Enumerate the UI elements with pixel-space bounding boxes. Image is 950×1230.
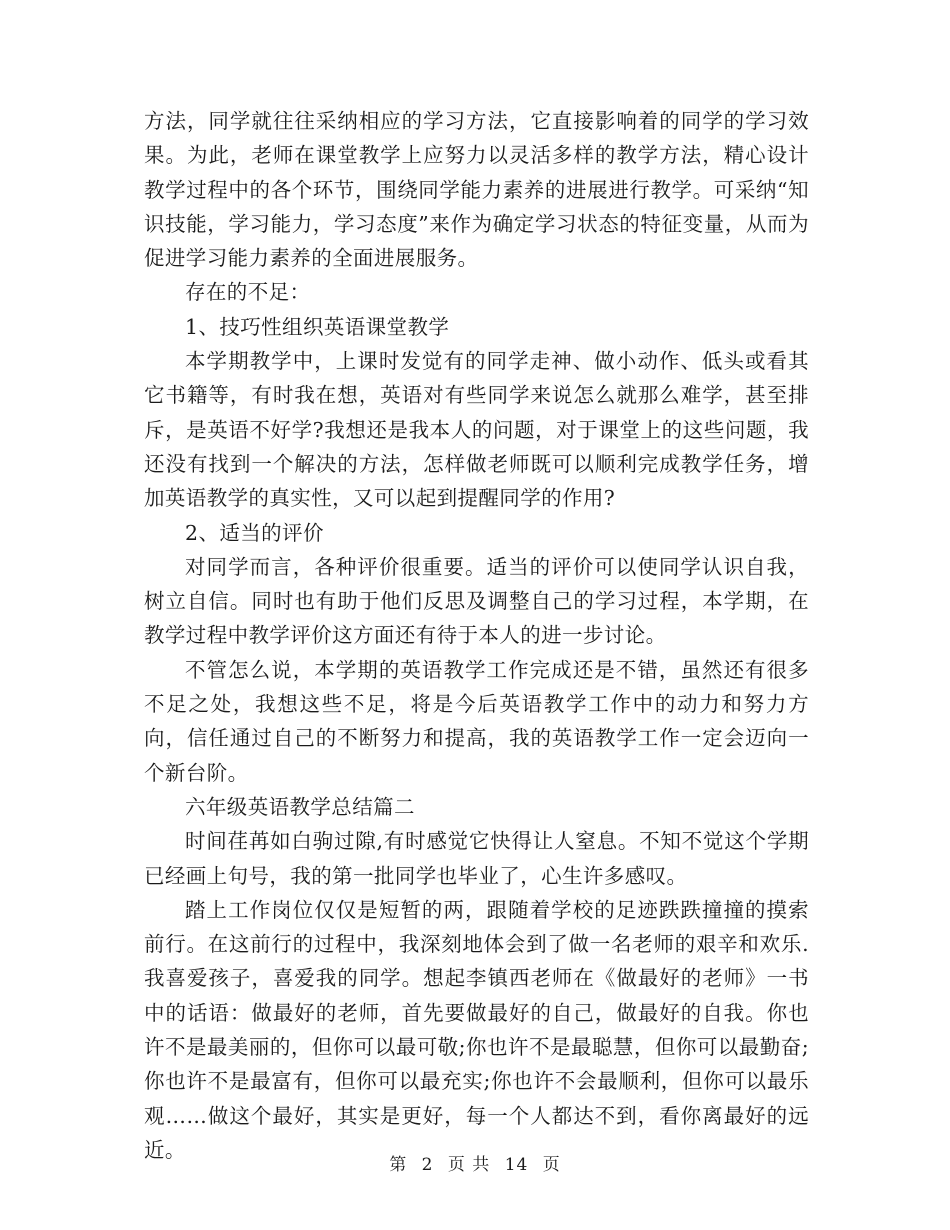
page-footer	[0, 1150, 950, 1175]
footer-total-pages: 14	[504, 1155, 529, 1175]
paragraph-subheading-1: 1、技巧性组织英语课堂教学	[185, 314, 450, 339]
paragraph-body-3: 不管怎么说，本学期的英语教学工作完成还是不错，虽然还有很多不足之处，我想这些不足，将是今后英语教学工作中的动力和努力方向，信任通过自己的不断努力和提高，我的英语教学工作一定会迈向一个新台阶。	[144, 657, 809, 785]
footer-prefix: 第	[389, 1155, 408, 1175]
paragraph-body-2: 对同学而言，各种评价很重要。适当的评价可以使同学认识自我，树立自信。同时也有助于他们反思及调整自己的学习过程，本学期，在教学过程中教学评价这方面还有待于本人的进一步讨论。	[144, 554, 809, 648]
document-body	[144, 104, 809, 1167]
paragraph-body-4: 时间荏苒如白驹过隙,有时感觉它快得让人窒息。不知不觉这个学期已经画上句号，我的第一批同学也毕业了，心生许多感叹。	[144, 829, 809, 888]
paragraph-body-5: 踏上工作岗位仅仅是短暂的两，跟随着学校的足迹跌跌撞撞的摸索前行。在这前行的过程中，我深刻地体会到了做一名老师的艰辛和欢乐.我喜爱孩子，喜爱我的同学。想起李镇西老师在《做最好的老师》一书中的话语：做最好的老师，首先要做最好的自己，做最好的自我。你也许不是最美丽的，但你可以最可敬;你也许不是最聪慧，但你可以最勤奋;你也许不是最富有，但你可以最充实;你也许不会最顺利，但你可以最乐观……做这个最好，其实是更好，每一个人都达不到，看你离最好的远近。	[144, 897, 809, 1162]
section-title: 六年级英语教学总结篇二	[185, 794, 415, 819]
paragraph-subheading-2: 2、适当的评价	[185, 520, 324, 545]
footer-middle: 页 共	[447, 1155, 491, 1175]
footer-page-number: 2	[421, 1155, 434, 1175]
footer-suffix: 页	[542, 1155, 561, 1175]
paragraph-shortcomings-heading: 存在的不足：	[185, 280, 311, 305]
paragraph-body-1: 本学期教学中，上课时发觉有的同学走神、做小动作、低头或看其它书籍等，有时我在想，英语对有些同学来说怎么就那么难学，甚至排斥，是英语不好学?我想还是我本人的问题，对于课堂上的这些问题，我还没有找到一个解决的方法，怎样做老师既可以顺利完成教学任务，增加英语教学的真实性，又可以起到提醒同学的作用?	[144, 349, 809, 511]
paragraph-continuation: 方法，同学就往往采纳相应的学习方法，它直接影响着的同学的学习效果。为此，老师在课堂教学上应努力以灵活多样的教学方法，精心设计教学过程中的各个环节，围绕同学能力素养的进展进行教学。可采纳“知识技能，学习能力，学习态度”来作为确定学习状态的特征变量，从而为促进学习能力素养的全面进展服务。	[144, 109, 809, 271]
